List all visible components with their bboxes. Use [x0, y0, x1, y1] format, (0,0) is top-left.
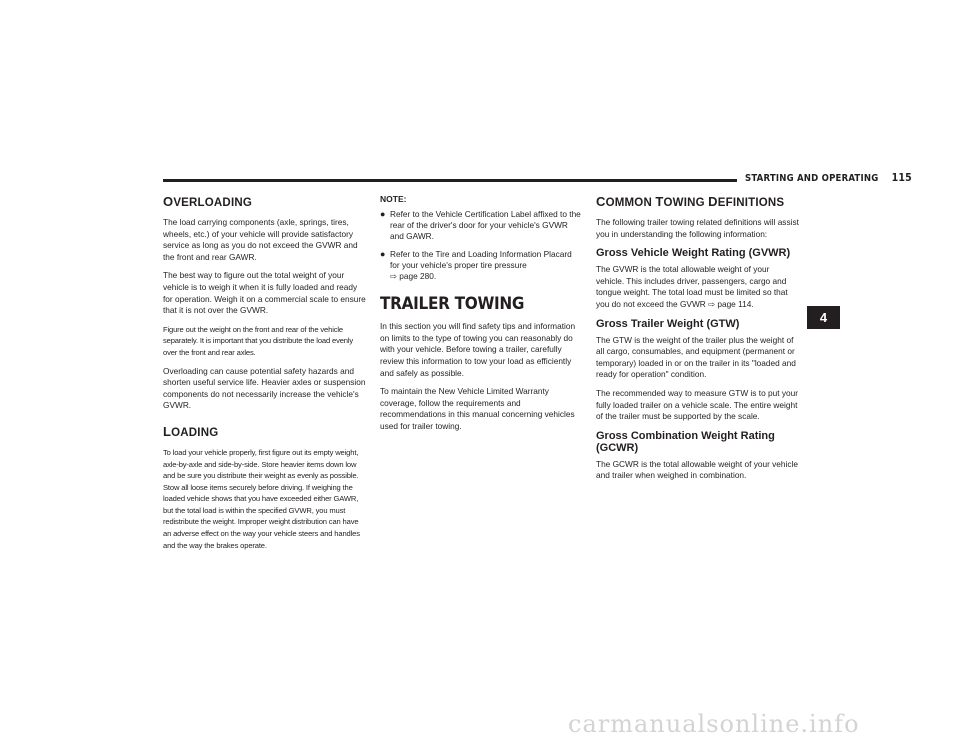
page-ref-arrow-icon: ⇨	[708, 298, 716, 309]
gcwr-paragraph: The GCWR is the total allowable weight of your vehicle and trailer when weighed in combination.	[596, 458, 798, 481]
overloading-paragraph-3: Figure out the weight on the front and rear of the vehicle separately. It is important that you distribute the load evenly over the front and rear axles.	[163, 324, 354, 357]
definitions-intro: The following trailer towing related definitions will assist you in understanding the following information:	[596, 217, 799, 239]
note-item: ● Refer to the Tire and Loading Information Placard for your vehicle's proper tire pressure ⇨ page 280.	[380, 248, 572, 282]
header-rule	[163, 179, 737, 182]
bullet-icon: ●	[380, 248, 386, 259]
note-item: ● Refer to the Vehicle Certification Label affixed to the rear of the driver's door for your vehicle's GVWR and GAWR.	[380, 209, 581, 242]
running-head	[745, 172, 912, 184]
bullet-icon: ●	[380, 209, 386, 219]
trailer-paragraph-1: In this section you will find safety tips and information on limits to the type of towing you can reasonably do with your vehicle. Before towing a trailer, carefully review this information to tow your load as efficiently and safely as possible.	[380, 321, 576, 378]
gvwr-paragraph: The GVWR is the total allowable weight of your vehicle. This includes driver, passengers, cargo and tongue weight. The total load must be limited so that you do not exceed the GVWR ⇨ page 114.	[596, 264, 788, 309]
left-column	[163, 194, 366, 558]
gcwr-heading: Gross Combination Weight Rating (GCWR)	[596, 429, 775, 454]
gtw-paragraph-1: The GTW is the weight of the trailer plus the weight of all cargo, consumables, and equipment (permanent or temporary) loaded in or on the trailer in its "loaded and ready for operation" condition.	[596, 334, 796, 380]
overloading-paragraph-1: The load carrying components (axle, springs, tires, wheels, etc.) of your vehicle will provide satisfactory service as long as you do not exceed the GVWR and the front and rear GAWR.	[163, 217, 358, 262]
page-number: 115	[891, 172, 912, 184]
loading-heading: LOADING	[163, 423, 219, 439]
gtw-heading: Gross Trailer Weight (GTW)	[596, 317, 740, 330]
middle-column	[380, 194, 582, 440]
gtw-paragraph-2: The recommended way to measure GTW is to put your fully loaded trailer on a vehicle scale. The entire weight of the trailer must be supported by the scale.	[596, 387, 798, 422]
watermark: carmanualsonline.info	[568, 710, 860, 738]
note-label: NOTE:	[380, 194, 407, 204]
trailer-paragraph-2: To maintain the New Vehicle Limited Warranty coverage, follow the requirements and recommendations in this manual concerning vehicles used for trailer towing.	[380, 386, 575, 431]
right-column	[596, 194, 799, 489]
chapter-tab: 4	[807, 306, 840, 329]
common-towing-definitions-heading: COMMON TOWING DEFINITIONS	[596, 194, 785, 209]
page-ref-link[interactable]: page 114.	[717, 298, 754, 309]
gvwr-heading: Gross Vehicle Weight Rating (GVWR)	[596, 247, 791, 260]
trailer-towing-heading: TRAILER TOWING	[380, 294, 525, 315]
note-list	[380, 209, 582, 282]
section-title: STARTING AND OPERATING	[745, 173, 879, 184]
page-ref-link[interactable]: page 280.	[399, 271, 437, 282]
loading-paragraph: To load your vehicle properly, first figure out its empty weight, axle-by-axle and side-by-side. Store heavier items down low and be sure you distribute their weight as evenly as possible. Stow all loose items securely before driving. If weighing the loaded vehicle shows that you have exceeded either GAWR, but the total load is within the specified GVWR, you must redistribute the weight. Improper weight distribution can have an adverse effect on the way your vehicle steers and handles and the way the brakes operate.	[163, 447, 360, 550]
page-ref-arrow-icon: ⇨	[390, 271, 400, 282]
overloading-heading: OVERLOADING	[163, 194, 252, 209]
overloading-paragraph-4: Overloading can cause potential safety hazards and shorten useful service life. Heavier axles or suspension components do not necessarily increase the vehicle's GVWR.	[163, 365, 366, 411]
overloading-paragraph-2: The best way to figure out the total weight of your vehicle is to weigh it when it is fully loaded and ready for operation. Weigh it on a commercial scale to ensure that it is not over the GVWR.	[163, 270, 366, 316]
